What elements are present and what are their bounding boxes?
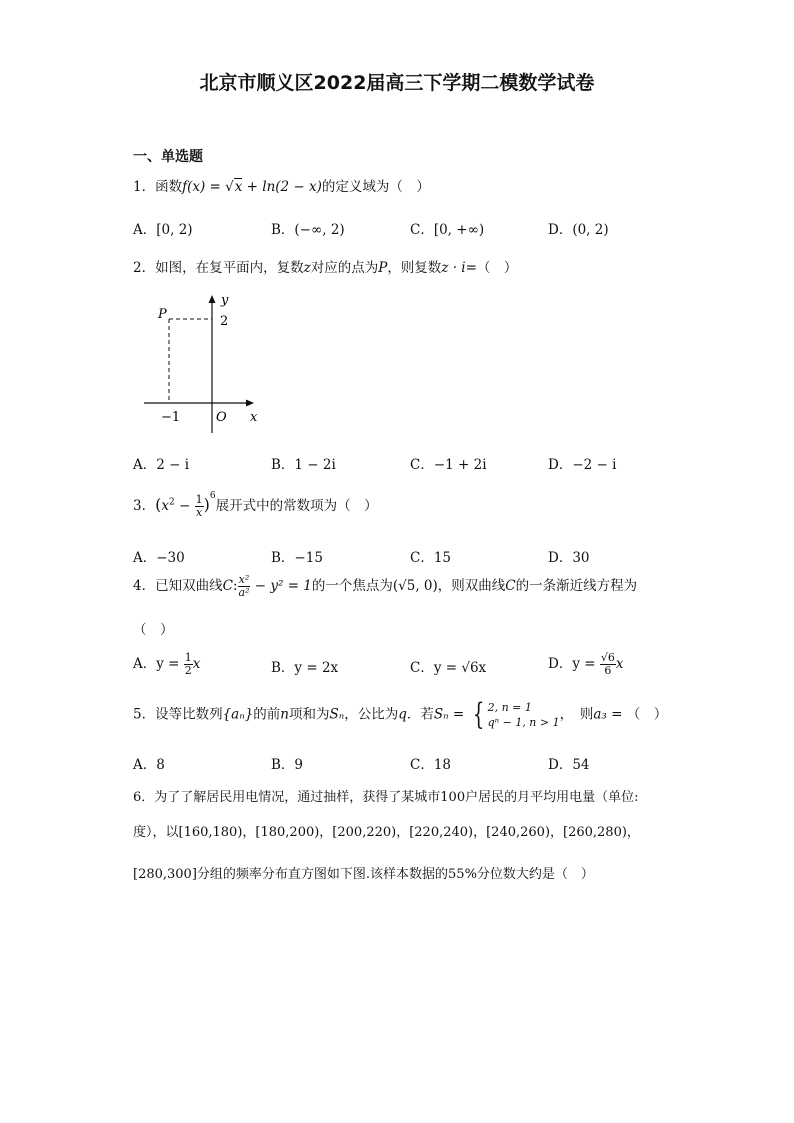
q5-text-b: 的前 bbox=[253, 706, 281, 723]
q2-text-c: ，则复数 bbox=[387, 260, 442, 276]
q4-option-d-x: x bbox=[615, 656, 624, 672]
q3-fraction bbox=[195, 494, 204, 519]
q2-option-d: D．−2 − i bbox=[548, 457, 617, 473]
q5-option-a: A．8 bbox=[133, 757, 165, 773]
q2-text-b: 对应的点为 bbox=[310, 260, 379, 276]
q4-frac-num: x² bbox=[238, 573, 250, 586]
q5-option-b: B．9 bbox=[271, 757, 304, 773]
section-heading: 一、单选题 bbox=[133, 149, 203, 165]
q5-cases bbox=[488, 700, 560, 730]
q5-case-1: 2, n = 1 bbox=[487, 701, 532, 714]
q4-option-d-den: 6 bbox=[604, 664, 612, 677]
page-title: 北京市顺义区2022届高三下学期二模数学试卷 bbox=[199, 72, 595, 94]
q4-option-a-num: 1 bbox=[184, 651, 192, 664]
q1-suffix: 的定义域为（ ） bbox=[321, 179, 430, 195]
q5-a3: a₃ = bbox=[593, 706, 627, 723]
q4-option-a-label: A．y = bbox=[133, 656, 184, 672]
q3-minus: − bbox=[174, 498, 195, 514]
q4-option-a-x: x bbox=[192, 656, 201, 672]
q6-number: 6． bbox=[133, 790, 155, 805]
question-4 bbox=[133, 574, 637, 599]
q6-line3: [280,300]分组的频率分布直方图如下图.该样本数据的55%分位数大约是（ ） bbox=[133, 867, 594, 882]
q4-fraction bbox=[238, 574, 251, 599]
q1-option-b: B．(−∞, 2) bbox=[271, 222, 345, 238]
q4-frac-den: a² bbox=[238, 586, 250, 599]
q1-ln: + ln(2 − x) bbox=[242, 179, 322, 195]
q6-line1: 为了了解居民用电情况，通过抽样，获得了某城市100户居民的月平均用电量（单位: bbox=[154, 790, 639, 805]
q3-exp6: 6 bbox=[209, 491, 216, 501]
question-3: 3．($x^2$ − $\frac{1}{x}$ )$^6$展开式中的常数项为（ ） bbox=[133, 491, 378, 519]
q2-z: z bbox=[303, 260, 311, 276]
q4-rest: − y² = 1 bbox=[250, 578, 312, 594]
q3-frac-num: 1 bbox=[195, 493, 203, 506]
q5-an: {aₙ} bbox=[222, 706, 254, 723]
q4-option-d-num: √6 bbox=[600, 651, 615, 664]
q2-option-b: B．1 − 2i bbox=[271, 457, 336, 473]
question-2 bbox=[133, 256, 517, 276]
q4-option-b: B．y = 2x bbox=[271, 660, 339, 676]
q3-option-b: B．−15 bbox=[271, 550, 323, 566]
q2-option-a: A．2 − i bbox=[133, 457, 190, 473]
q2-text-a: 如图，在复平面内，复数 bbox=[155, 260, 304, 276]
q3-option-c: C．15 bbox=[410, 550, 452, 566]
x-axis-arrow bbox=[246, 400, 254, 407]
label-O: O bbox=[216, 410, 227, 425]
question-5: 5．设等比数列{aₙ}的前n项和为Sₙ，公比为q．若Sₙ = { 2, n = 1 qⁿ − 1, n > 1 ， 则a₃ = （ ） bbox=[133, 697, 668, 732]
q3-option-a: A．−30 bbox=[133, 550, 185, 566]
q5-case-2: qⁿ − 1, n > 1 bbox=[487, 716, 560, 729]
q1-number: 1． bbox=[133, 179, 156, 195]
q4-C: C bbox=[222, 578, 233, 594]
q5-number: 5． bbox=[133, 706, 156, 723]
q4-colon: : bbox=[232, 578, 238, 594]
label-neg1: −1 bbox=[161, 410, 181, 425]
y-axis-arrow bbox=[209, 295, 216, 303]
q3-frac-den: x bbox=[196, 506, 203, 519]
q4-option-d bbox=[548, 652, 624, 677]
q5-option-c: C．18 bbox=[410, 757, 452, 773]
q5-q: q bbox=[398, 706, 407, 723]
q4-option-a-frac bbox=[184, 652, 193, 677]
q5-n: n bbox=[280, 706, 289, 723]
q1-fx: f(x) = bbox=[182, 179, 226, 195]
q4-option-a bbox=[133, 652, 200, 677]
q5-text-d: ，公比为 bbox=[344, 706, 399, 723]
q2-number: 2． bbox=[133, 260, 156, 276]
question-6 bbox=[133, 786, 638, 805]
q1-option-a: A．[0, 2) bbox=[133, 222, 193, 238]
q3-exp2: 2 bbox=[168, 497, 175, 508]
q4-text-d: 的一条渐近线方程为 bbox=[515, 578, 638, 594]
q1-prefix: 函数 bbox=[155, 179, 183, 195]
q3-base: x bbox=[161, 498, 169, 514]
q5-text-g: （ ） bbox=[626, 706, 668, 723]
q2-P: P bbox=[378, 260, 388, 276]
q2-option-c: C．−1 + 2i bbox=[410, 457, 487, 473]
q5-text-f: ， 则 bbox=[559, 706, 594, 723]
q6-line2: 度），以[160,180)，[180,200)，[200,220)，[220,240)，[240,260)，[260,280)， bbox=[133, 825, 640, 840]
q4-option-a-den: 2 bbox=[184, 664, 192, 677]
q4-text-b: 的一个焦点为 bbox=[311, 578, 393, 594]
q1-sqrt-arg: x bbox=[234, 179, 243, 195]
q3-option-d: D．30 bbox=[548, 550, 590, 566]
q2-text-d: =（ ） bbox=[465, 260, 518, 276]
q5-Sn: Sₙ bbox=[329, 706, 345, 723]
q4-option-c: C．y = √6x bbox=[410, 660, 487, 676]
q4-text-c: ，则双曲线 bbox=[437, 578, 506, 594]
q3-number: 3． bbox=[133, 498, 156, 514]
q4-option-d-label: D．y = bbox=[548, 656, 600, 672]
q5-text-e: ．若 bbox=[406, 706, 434, 723]
q4-text-a: 已知双曲线 bbox=[155, 578, 223, 594]
label-x: x bbox=[250, 410, 258, 425]
q1-option-c: C．[0, +∞) bbox=[410, 222, 485, 238]
label-y: y bbox=[221, 293, 229, 308]
q5-text-c: 项和为 bbox=[289, 706, 330, 723]
q5-option-d: D．54 bbox=[548, 757, 590, 773]
complex-plane-figure bbox=[130, 285, 270, 440]
question-1: 1．函数f(x) = √x + ln(2 − x)的定义域为（ ） bbox=[133, 179, 430, 195]
q4-C2: C bbox=[505, 578, 516, 594]
label-P: P bbox=[158, 307, 167, 322]
q2-zi: z · i bbox=[441, 260, 466, 276]
q5-text-a: 设等比数列 bbox=[155, 706, 223, 723]
q1-option-d: D．(0, 2) bbox=[548, 222, 609, 238]
q4-number: 4． bbox=[133, 578, 156, 594]
q4-focus: (√5, 0) bbox=[392, 578, 438, 594]
label-2: 2 bbox=[220, 314, 229, 329]
q4-line2: （ ） bbox=[133, 622, 174, 638]
q3-suffix: 展开式中的常数项为（ ） bbox=[215, 498, 378, 514]
q5-Sn2: Sₙ = bbox=[433, 706, 469, 723]
q4-option-d-frac bbox=[600, 652, 616, 677]
